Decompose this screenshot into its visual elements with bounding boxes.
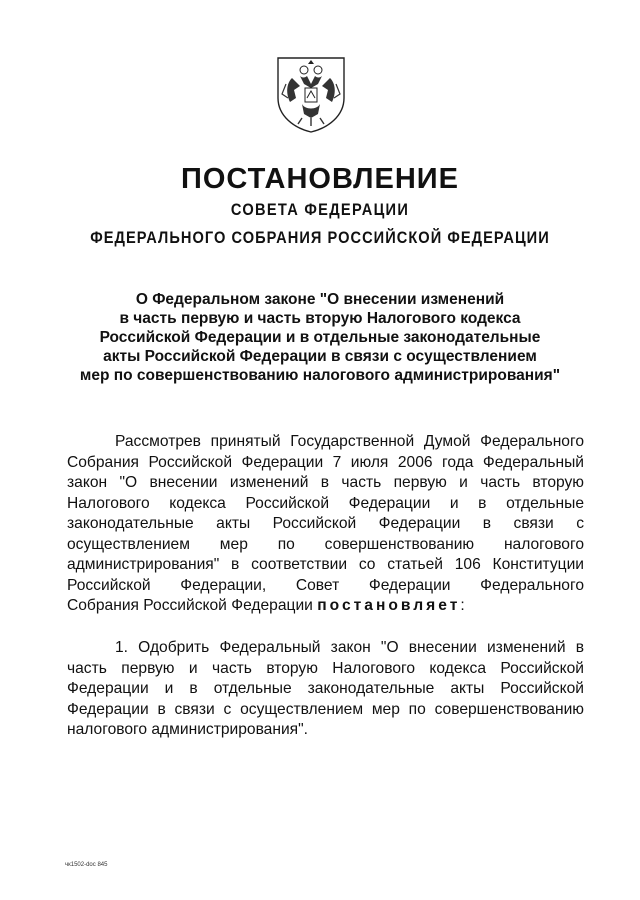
text-fragment: Собрания Российской Федерации [67, 597, 313, 614]
text-line: закон "О внесении изменений в часть первую и часть вторую [67, 474, 584, 491]
subject-line: мер по совершенствованию налогового администрирования" [79, 367, 561, 384]
text-line: 1. Одобрить Федеральный закон "О внесении изменений в [115, 639, 584, 656]
text-line: осуществлением мер по совершенствованию налогового [67, 535, 584, 553]
text-line: налогового администрирования". [67, 721, 308, 738]
clause-1-paragraph [67, 638, 584, 741]
text-line: Российской Федерации, Совет Федерации Федерального [67, 576, 584, 594]
text-line: администрирования" в соответствии со статьей 106 Конституции [67, 556, 584, 573]
document-code: чк1502-doc 845 [65, 862, 108, 868]
resolution-subject [60, 290, 580, 385]
coat-of-arms-emblem [272, 54, 350, 134]
text-line: Федерации в связи с осуществлением мер по совершенствованию [67, 700, 584, 718]
document-title: ПОСТАНОВЛЕНИЕ [181, 163, 459, 195]
subject-line: Российской Федерации и в отдельные законодательные [99, 329, 541, 346]
text-line: часть первую и часть вторую Налогового кодекса Российской [67, 659, 584, 677]
issuer-line-2: ФЕДЕРАЛЬНОГО СОБРАНИЯ РОССИЙСКОЙ ФЕДЕРАЦИИ [90, 228, 550, 247]
text-line: законодательные акты Российской Федерации в связи с [67, 515, 584, 532]
text-line: Рассмотрев принятый Государственной Думой Федерального [115, 433, 584, 450]
text-line: Федерации и в отдельные законодательные акты Российской [67, 680, 584, 697]
preamble-paragraph [67, 432, 584, 617]
subject-line: О Федеральном законе "О внесении изменений [135, 291, 505, 308]
text-line: Налогового кодекса Российской Федерации и в отдельные [67, 494, 584, 512]
subject-line: в часть первую и часть вторую Налогового кодекса [119, 310, 521, 327]
subject-line: акты Российской Федерации в связи с осуществлением [103, 348, 537, 365]
keyword-colon: : [460, 597, 465, 614]
text-line: Собрания Российской Федерации 7 июля 2006 года Федеральный [67, 453, 584, 471]
issuer-line-1: СОВЕТА ФЕДЕРАЦИИ [230, 200, 410, 219]
text-line [67, 596, 584, 617]
resolves-keyword: постановляет [317, 597, 461, 614]
